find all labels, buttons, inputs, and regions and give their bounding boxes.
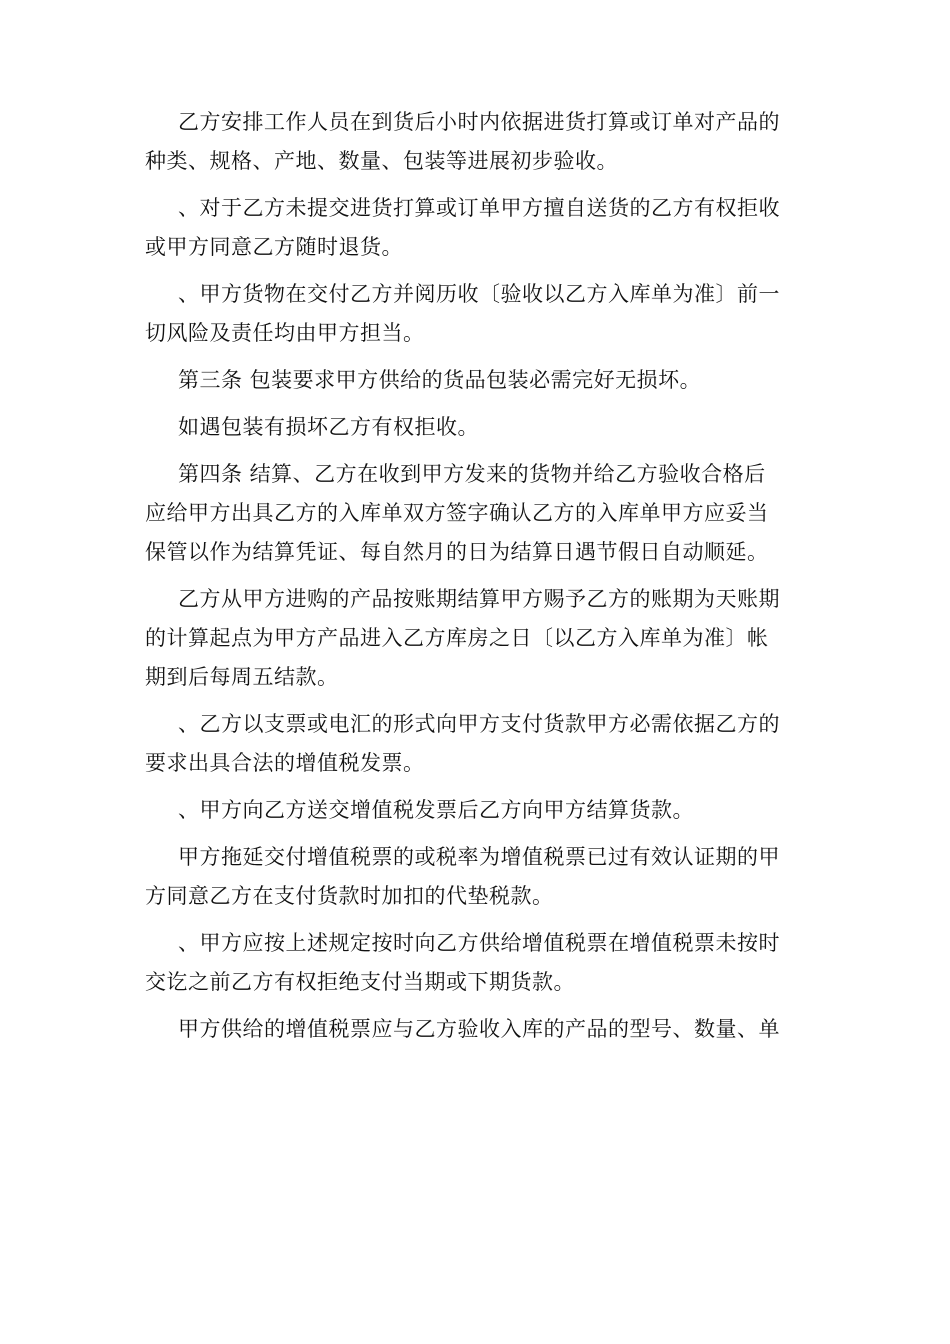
paragraph [145, 275, 810, 353]
paragraph-line: 、甲方货物在交付乙方并阅历收〔验收以乙方入库单为准〕前一 [178, 282, 780, 306]
paragraph-line: 、甲方应按上述规定按时向乙方供给增值税票在增值税票未按时 [178, 931, 780, 955]
paragraph-line: 甲方拖延交付增值税票的或税率为增值税票已过有效认证期的甲 [178, 845, 780, 869]
paragraph-line: 第三条 包装要求甲方供给的货品包装必需完好无损坏。 [178, 368, 702, 392]
paragraph-line: 切风险及责任均由甲方担当。 [145, 321, 425, 345]
paragraph-line: 交讫之前乙方有权拒绝支付当期或下期货款。 [145, 970, 575, 994]
paragraph-line: 期到后每周五结款。 [145, 665, 339, 689]
paragraph-line: 甲方供给的增值税票应与乙方验收入库的产品的型号、数量、单 [178, 1017, 780, 1041]
paragraph [145, 838, 810, 916]
paragraph-line: 、对于乙方未提交进货打算或订单甲方擅自送货的乙方有权拒收 [178, 196, 780, 220]
paragraph-line: 的计算起点为甲方产品进入乙方库房之日〔以乙方入库单为准〕帐 [145, 626, 769, 650]
paragraph [145, 455, 810, 572]
paragraph-line: 保管以作为结算凭证、每自然月的日为结算日遇节假日自动顺延。 [145, 540, 769, 564]
paragraph-line: 应给甲方出具乙方的入库单双方签字确认乙方的入库单甲方应妥当 [145, 501, 769, 525]
paragraph [145, 103, 810, 181]
paragraph-line: 方同意乙方在支付货款时加扣的代垫税款。 [145, 884, 554, 908]
paragraph [145, 924, 810, 1002]
paragraph [145, 580, 810, 697]
paragraph-line: 乙方从甲方进购的产品按账期结算甲方赐予乙方的账期为天账期 [178, 587, 780, 611]
paragraph [145, 1010, 810, 1049]
paragraph-line: 如遇包装有损坏乙方有权拒收。 [178, 415, 479, 439]
paragraph-line: 、乙方以支票或电汇的形式向甲方支付货款甲方必需依据乙方的 [178, 712, 780, 736]
paragraph-line: 种类、规格、产地、数量、包装等进展初步验收。 [145, 149, 618, 173]
paragraph-line: 乙方安排工作人员在到货后小时内依据进货打算或订单对产品的 [178, 110, 780, 134]
paragraph [145, 189, 810, 267]
paragraph [145, 705, 810, 783]
paragraph-line: 第四条 结算、乙方在收到甲方发来的货物并给乙方验收合格后 [178, 462, 766, 486]
paragraph-line: 要求出具合法的增值税发票。 [145, 751, 425, 775]
paragraph [145, 791, 810, 830]
paragraph-line: 或甲方同意乙方随时退货。 [145, 235, 403, 259]
paragraph-line: 、甲方向乙方送交增值税发票后乙方向甲方结算货款。 [178, 798, 694, 822]
paragraph [145, 408, 810, 447]
paragraph [145, 361, 810, 400]
document-body [145, 103, 810, 1049]
